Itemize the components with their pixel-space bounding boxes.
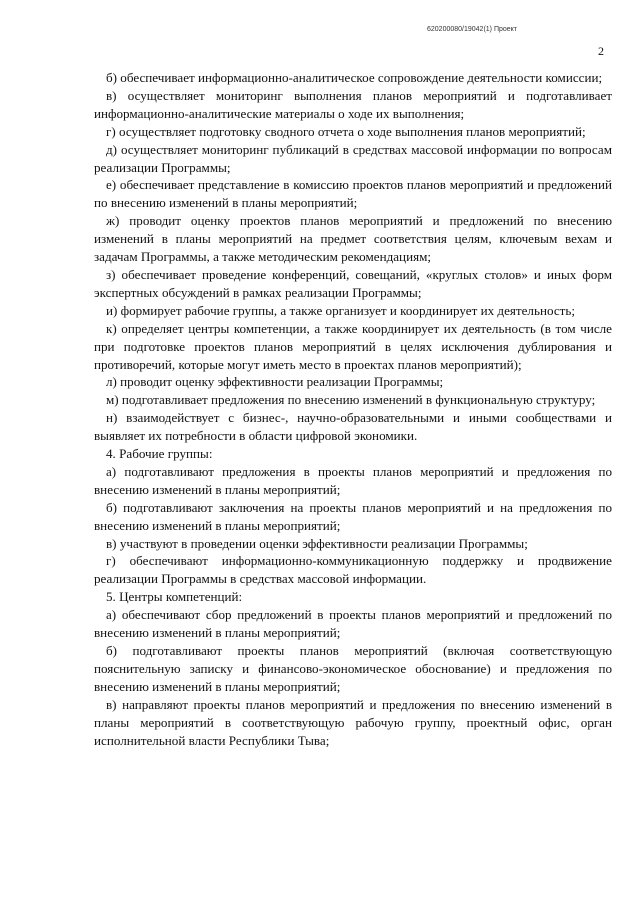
paragraph-wg-b-conclusions: б) подготавливают заключения на проекты планов мероприятий и на предложения по внесению изменений в планы мероприятий; [94, 499, 612, 533]
paragraph-e-submission: е) обеспечивает представление в комиссию проектов планов мероприятий и предложений по внесению изменений в планы мероприятий; [94, 177, 612, 211]
paragraph-cc-a-collection: а) обеспечивают сбор предложений в проекты планов мероприятий и предложений по внесению изменений в планы мероприятий; [94, 607, 612, 641]
paragraph-cc-b-drafts: б) подготавливают проекты планов мероприятий (включая соответствующую пояснительную записку и финансово-экономическое обоснование) и предложения по внесению изменений в планы мероприятий; [94, 643, 612, 694]
paragraph-g-report: г) осуществляет подготовку сводного отчета о ходе выполнения планов мероприятий; [106, 123, 586, 139]
page-number: 2 [598, 44, 604, 58]
document-body [94, 69, 612, 749]
document-id: 620200080/19042(1) Проект [427, 26, 518, 33]
section-heading-working-groups: 4. Рабочие группы: [106, 446, 213, 462]
paragraph-zh-assessment: ж) проводит оценку проектов планов мероприятий и предложений по внесению изменений в планы мероприятий на предмет соответствия целям, ключевым вехам и задачам Программы, а также методическим рекомендациям; [94, 213, 612, 265]
paragraph-v-monitoring: в) осуществляет мониторинг выполнения планов мероприятий и подготавливает информационно-аналитические материалы о ходе их выполнения; [94, 87, 612, 121]
paragraph-z-conferences: з) обеспечивает проведение конференций, совещаний, «круглых столов» и иных форм экспертных обсуждений в рамках реализации Программы; [94, 266, 612, 300]
paragraph-k-competence-centers: к) определяет центры компетенции, а также координирует их деятельность (в том числе при подготовке проектов планов мероприятий в целях исключения дублирования и противоречий, которые могут иметь место в проектах планов мероприятий); [94, 320, 612, 372]
paragraph-wg-v-evaluation: в) участвуют в проведении оценки эффективности реализации Программы; [106, 535, 528, 551]
paragraph-b-support: б) обеспечивает информационно-аналитическое сопровождение деятельности комиссии; [106, 70, 603, 85]
paragraph-i-working-groups: и) формирует рабочие группы, а также организует и координирует их деятельность; [106, 302, 575, 318]
paragraph-d-media: д) осуществляет мониторинг публикаций в средствах массовой информации по вопросам реализации Программы; [94, 141, 612, 175]
paragraph-l-efficiency: л) проводит оценку эффективности реализации Программы; [106, 374, 444, 390]
paragraph-m-structure: м) подготавливает предложения по внесению изменений в функциональную структуру; [106, 392, 596, 408]
paragraph-wg-a-proposals: а) подготавливают предложения в проекты планов мероприятий и предложения по внесению изменений в планы мероприятий; [94, 463, 612, 497]
paragraph-wg-g-promotion: г) обеспечивают информационно-коммуникационную поддержку и продвижение реализации Программы в средствах массовой информации. [94, 553, 612, 587]
section-heading-competence-centers: 5. Центры компетенций: [106, 589, 243, 605]
paragraph-cc-v-submission: в) направляют проекты планов мероприятий и предложения по внесению изменений в планы мероприятий в соответствующую рабочую группу, проектный офис, орган исполнительной власти Республики Тыва; [94, 696, 612, 748]
paragraph-n-interaction: н) взаимодействует с бизнес-, научно-образовательными и иными сообществами и выявляет их потребности в области цифровой экономики. [94, 410, 612, 444]
